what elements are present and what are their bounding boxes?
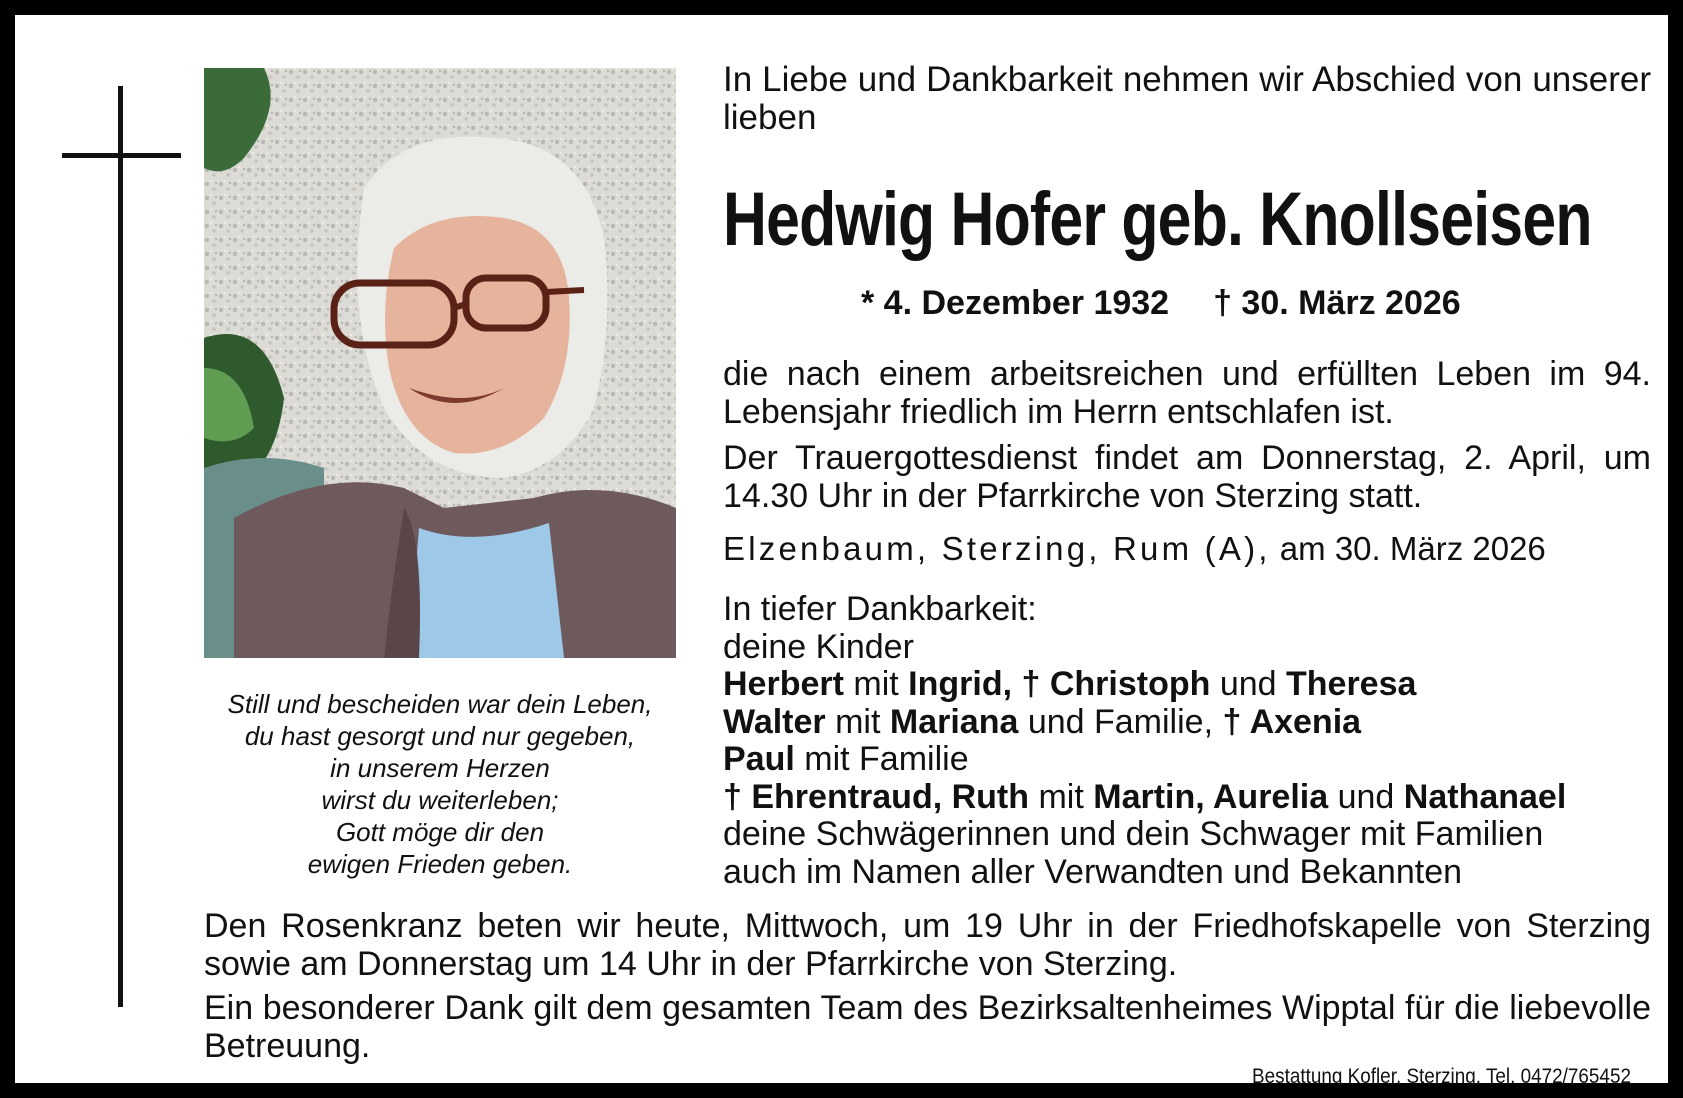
poem-line: wirst du weiterleben; [321, 785, 559, 815]
cross-icon-bar [62, 153, 181, 158]
birth-date: * 4. Dezember 1932 [861, 284, 1170, 322]
mourners-list [723, 591, 1651, 891]
death-date: † 30. März 2026 [1213, 284, 1461, 322]
mourner-line: Herbert mit Ingrid, † Christoph und Theresa [723, 665, 1417, 703]
intro-text: In Liebe und Dankbarkeit nehmen wir Abschied von unserer lieben [723, 60, 1651, 137]
cross-icon [118, 86, 123, 1007]
mourner-line: Paul mit Familie [723, 740, 969, 778]
life-dates [861, 283, 1461, 323]
notice-date: am 30. März 2026 [1270, 530, 1546, 567]
memorial-poem [193, 688, 687, 880]
place-names: Elzenbaum, Sterzing, Rum (A), [723, 530, 1271, 567]
poem-line: Gott möge dir den [335, 817, 545, 847]
mourner-line: Walter mit Mariana und Familie, † Axenia [723, 702, 1362, 741]
passing-paragraph: die nach einem arbeitsreichen und erfüllten Leben im 94. Lebensjahr friedlich im Herrn entschlafen ist. [723, 355, 1651, 431]
children-label: deine Kinder [723, 627, 914, 666]
mourner-line: deine Schwägerinnen und dein Schwager mit Familien [723, 815, 1544, 853]
poem-line: ewigen Frieden geben. [307, 849, 573, 879]
mourners-heading: In tiefer Dankbarkeit: [723, 590, 1037, 628]
obituary-notice [15, 15, 1668, 1088]
poem-line: in unserem Herzen [330, 753, 550, 783]
place-date-line [723, 529, 1651, 569]
poem-line: du hast gesorgt und nur gegeben, [244, 721, 636, 751]
service-paragraph: Der Trauergottesdienst findet am Donnerstag, 2. April, um 14.30 Uhr in der Pfarrkirche von Sterzing statt. [723, 439, 1651, 515]
portrait-photo [204, 68, 676, 658]
mourner-line: † Ehrentraud, Ruth mit Martin, Aurelia und Nathanael [723, 777, 1567, 816]
mourner-line: auch im Namen aller Verwandten und Bekannten [723, 852, 1463, 891]
poem-line: Still und bescheiden war dein Leben, [227, 689, 653, 719]
funeral-home-contact: Bestattung Kofler, Sterzing, Tel. 0472/765452 [1252, 1065, 1631, 1088]
rosary-paragraph: Den Rosenkranz beten wir heute, Mittwoch, um 19 Uhr in der Friedhofskapelle von Sterzing sowie am Donnerstag um 14 Uhr in der Pfarrkirche von Sterzing. [204, 907, 1651, 983]
thanks-paragraph: Ein besonderer Dank gilt dem gesamten Team des Bezirksaltenheimes Wipptal für die liebevolle Betreuung. [204, 989, 1651, 1065]
deceased-name: Hedwig Hofer geb. Knollseisen [723, 177, 1592, 262]
